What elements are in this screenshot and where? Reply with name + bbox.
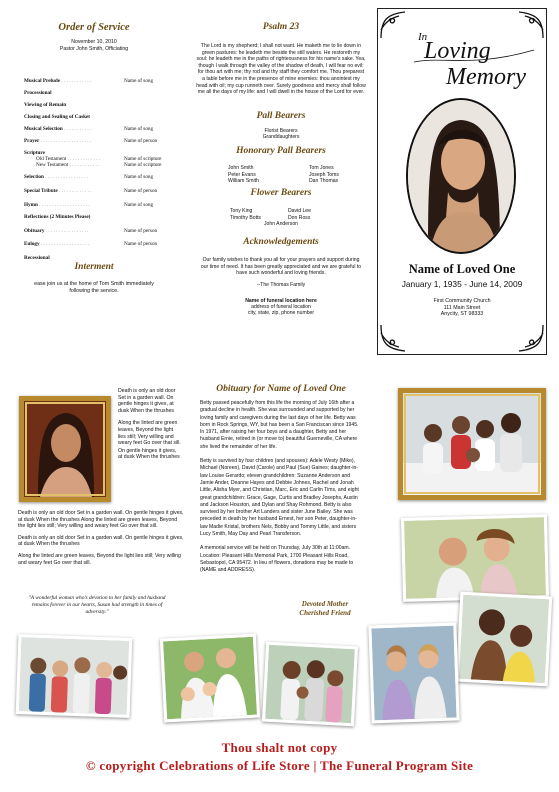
order-item-leader: . . . . . . . . . . . . .	[57, 188, 92, 194]
order-item	[24, 78, 174, 84]
poem-stanza: Death is only an old door Set in a garden wall. On gentle hinges it gives, at dusk When the thrushes	[18, 534, 184, 548]
corner-flourish-icon	[379, 323, 409, 353]
devoted-line: Cherished Friend	[299, 609, 351, 617]
order-item	[24, 241, 174, 247]
honorary-name: William Smith	[228, 178, 259, 185]
psalm-title: Psalm 23	[262, 22, 300, 32]
flower-center: John Anderson	[264, 221, 298, 227]
flower-name: Timothy Botts	[230, 214, 261, 221]
order-item-leader: . . . . . . . . . . . . . . . . . . .	[39, 241, 89, 247]
order-item-label: Prayer	[24, 138, 40, 144]
order-item	[24, 162, 174, 168]
honorary-name: Joseph Toms	[309, 171, 339, 178]
script-loving: Loving	[424, 38, 491, 64]
flower-left	[230, 208, 261, 221]
order-item	[24, 174, 174, 180]
order-item-leader: . . . . . . . . . . . . .	[66, 156, 100, 162]
copy-warning: Thou shalt not copy	[221, 740, 338, 755]
order-item-detail: Name of song	[124, 174, 154, 180]
flower-name: David Lee	[288, 208, 311, 214]
family-photo	[262, 642, 358, 727]
order-item-label: Musical Selection	[24, 126, 63, 132]
pall-bearers-line: Florist Bearers	[264, 128, 298, 134]
order-item-label: Viewing of Remain	[24, 102, 67, 108]
order-item-label: New Testament	[36, 162, 69, 168]
obituary-paragraph: A memorial service will be held on Thursday, July 30th at 11:00am. Location: Pleasant Hills Memorial Park, 1700 Pleasant Hills Road, Sebastopol, CA 95472. In lieu of flowers, donations may be made to (NAME and ADDRESS).	[200, 545, 354, 574]
order-item-leader: . . . . . . . . . . . .	[68, 162, 100, 168]
church-location	[382, 298, 542, 318]
honorary-name: Tom Jones	[309, 165, 334, 171]
pall-bearers-title: Pall Bearers	[256, 111, 306, 121]
church-name: First Community Church	[433, 298, 491, 304]
interment-text: ease join us at the home of Tom Smith immediately following the service.	[34, 281, 154, 294]
corner-flourish-icon	[379, 10, 409, 40]
honorary-name: John Smith	[228, 165, 254, 171]
honorary-title: Honorary Pall Bearers	[236, 146, 326, 156]
acknowledgements-text: Our family wishes to thank you all for your prayers and support during our time of need. It has been greatly appreciated and we are grateful to have such wonderful and loving friends.	[200, 257, 362, 277]
order-item-detail: Name of song	[124, 202, 154, 208]
friends-photo	[368, 622, 459, 723]
copyright-notice: © copyright Celebrations of Life Store | The Funeral Program Site	[85, 758, 474, 773]
order-item-leader: . . . . . . . . . . . . . . . . .	[44, 228, 89, 234]
order-item-detail: Name of person	[124, 188, 158, 194]
order-item-detail: Name of scripture	[124, 156, 162, 162]
order-item-label: Processional	[24, 90, 52, 96]
order-item-leader: . . . . . . . . . . . . . . . . .	[43, 174, 88, 180]
script-memory: Memory	[446, 64, 526, 90]
framed-portrait-photo	[19, 396, 111, 502]
order-item-leader: . . . . . . . . . . . .	[60, 78, 92, 84]
obituary-body	[200, 400, 362, 575]
order-item-label: Reflections (2 Minutes Please)	[24, 214, 91, 220]
order-item-detail: Name of song	[124, 78, 154, 84]
order-item-detail: Name of scripture	[124, 162, 162, 168]
script-in: In	[418, 31, 428, 43]
order-item-leader: . . . . . . . . . . . . . . . . . . . .	[39, 138, 92, 144]
funeral-location-line: address of funeral location	[251, 304, 311, 310]
order-item	[24, 90, 174, 96]
poem-side	[118, 388, 182, 461]
order-item-label: Old Testament	[36, 156, 67, 162]
framed-family-photo	[398, 388, 546, 500]
order-of-service-title: Order of Service	[58, 22, 130, 33]
obituary-title: Obituary for Name of Loved One	[216, 384, 346, 394]
order-item-label: Hymn	[24, 202, 38, 208]
order-item	[24, 228, 174, 234]
church-city: Anycity, ST 98333	[440, 311, 484, 318]
order-item	[24, 202, 174, 208]
poem-full	[18, 510, 184, 566]
order-item	[24, 214, 174, 220]
funeral-location-line: city, state, zip, phone number	[247, 310, 315, 316]
order-item	[24, 255, 174, 261]
order-item	[24, 102, 174, 108]
flower-bearers-title: Flower Bearers	[250, 188, 312, 198]
devoted-caption	[285, 600, 365, 618]
service-date: November 10, 2010	[71, 39, 117, 45]
couple-photo	[401, 514, 549, 602]
order-item-leader: . . . . . . . . . . . . . . . . . . . .	[37, 202, 90, 208]
obituary-paragraph: Betty passed peacefully from this life the morning of July 16th after a gradual decline in health. She was surrounded and supported by her loving family and caregivers during the last days of her life. Betty was born in Rock Springs, WY, but has been a San Franciscan since 1945. In 1971, after raising her four boys and a daughter, Betty and her husband Ernie, retired in (or move to) beautiful Guerneville, CA where she lived the remainder of her life.	[200, 400, 359, 450]
acknowledgements-sign: --The Thomas Family	[256, 282, 306, 288]
order-item-leader: . . . . . . . . . . .	[62, 126, 92, 132]
acknowledgements-title: Acknowledgements	[243, 237, 319, 247]
funeral-location-title: Name of funeral location here	[245, 298, 317, 304]
order-item-label: Obituary	[24, 228, 45, 234]
loved-one-name: Name of Loved One	[408, 262, 516, 276]
officiant: Pastor John Smith, Officiating	[59, 45, 129, 52]
order-item-label: Closing and Sealing of Casket	[24, 114, 91, 120]
order-item-detail: Name of person	[124, 138, 158, 144]
psalm-text: The Lord is my shepherd; I shall not want. He maketh me to lie down in green pastures: he leadeth me beside the still waters. He restoreth my soul: he leadeth me in the paths of righteousness for his name's sake. Yea, though I walk through the valley of the shadow of death, I will fear no evil: for thou art with me; thy rod and thy staff they comfort me. Thou preparest a table before me in the presence of mine enemies: thou anointest my head with oil; my cup runneth over. Surely goodness and mercy shall follow me all the days of my life: and I will dwell in the house of the Lord for ever.	[196, 43, 366, 96]
parents-children-photo	[160, 634, 260, 723]
life-dates: January 1, 1935 - June 14, 2009	[401, 279, 523, 289]
order-item	[24, 188, 174, 194]
honorary-name: Peter Evans	[228, 171, 256, 178]
interment-title: Interment	[74, 262, 114, 272]
order-item-label: Recessional	[24, 255, 50, 261]
pall-bearers-line: Granddaughters	[262, 134, 300, 140]
poem-stanza: Along the linted are green leaves, Beyond the light lies still; Very willing and weary feet Go over that sill.	[18, 552, 181, 566]
flower-right	[288, 208, 311, 221]
order-item-detail: Name of person	[124, 228, 158, 234]
order-item-label: Eulogy	[24, 241, 40, 247]
order-item-detail: Name of person	[124, 241, 158, 247]
group-photo	[16, 634, 133, 718]
honorary-name: Dan Thomas	[309, 178, 339, 185]
honorary-left	[228, 165, 259, 185]
order-item	[24, 114, 174, 120]
family-photo-small	[456, 592, 553, 687]
devoted-line: Devoted Mother	[301, 600, 349, 608]
tribute-quote: "A wonderful woman who's devotion to her family and husband remains forever in our hearts, Susan had strength in times of adversity."	[28, 595, 166, 615]
order-item-label: Selection	[24, 174, 44, 180]
order-item	[24, 138, 174, 144]
loved-one-portrait	[406, 98, 516, 254]
flower-name: Don Ross	[288, 214, 311, 221]
order-item-label: Musical Prelude	[24, 78, 61, 84]
corner-flourish-icon	[515, 323, 545, 353]
honorary-right	[309, 165, 339, 185]
flower-name: Tony King	[230, 208, 253, 214]
poem-stanza: Death is only an old door Set in a garden wall. On gentle hinges it gives, at dusk When the thrushes	[118, 388, 176, 414]
poem-stanza: Along the linted are green leaves, Beyond the light lies still; Very willing and weary feet Go over that sill.	[118, 420, 181, 447]
order-item-label: Scripture	[24, 150, 45, 156]
church-street: 111 Main Street	[443, 304, 481, 311]
obituary-paragraph: Betty is survived by four children (and spouses): Adele Westy (Mike), Michael (Noreen), David (Carole) and Paul (Sue) Gaines; daughter-in-law Louise Gerardo; eleven grandchildren: Suzanne Anderson and Jamie Ander, Deanne Hayes and Debbie Johnes, Rachel and Jonah Little, Alisha Myer, and Christian, Marc, Eric and Carlin Tims, and eight great grandchildren: Grace, Gage, Curtis and Bradley Josephs, Austin and Jackson Houston, and Dylan and Shay Rohmond. Betty is also survived by her brother Art Landers and sister June Bailey. She was preceded in death by her husband Ernest, her son Peter, daughter-in-law Madie Kristal, brothers Nels, Bobby and Tommy Little, and sisters Lucy Smith, May Day and Pearl Transferson.	[200, 458, 359, 538]
order-item-detail: Name of song	[124, 126, 154, 132]
in-loving-memory-title	[412, 20, 542, 90]
order-item	[24, 126, 174, 132]
poem-stanza: Death is only an old door Set in a garden wall. On gentle hinges it gives, at dusk When the thrushes Along the linted are green leaves, Beyond the light lies still; Very willing and weary feet Go over that sill.	[18, 510, 184, 530]
poem-stanza: On gentle hinges it gives, at dusk When the thrushes	[118, 447, 180, 461]
order-item-label: Special Tribute	[24, 188, 58, 194]
